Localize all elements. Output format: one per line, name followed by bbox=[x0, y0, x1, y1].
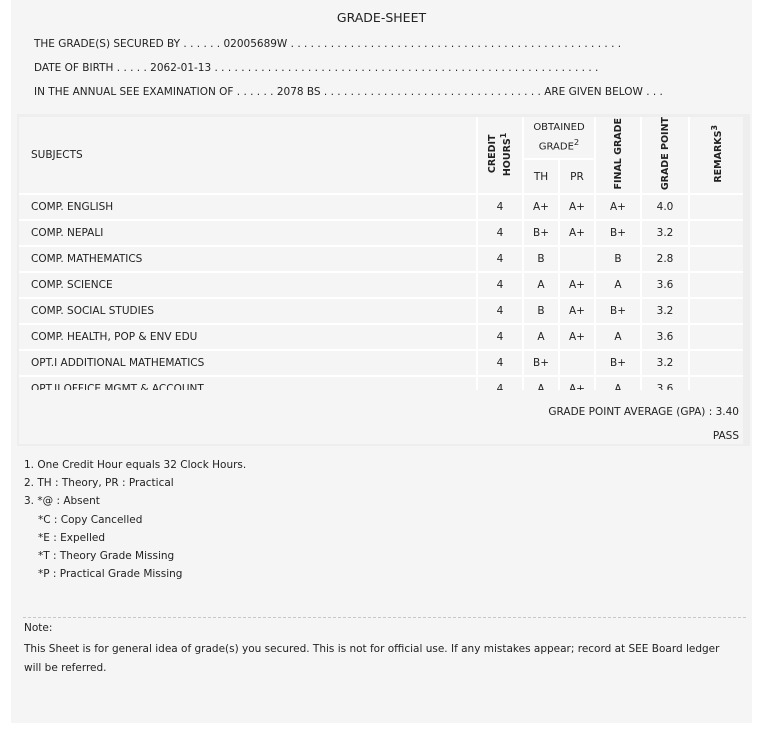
credit-hours-cell: 4 bbox=[477, 246, 523, 272]
footnote-item: 2. TH : Theory, PR : Practical bbox=[24, 477, 174, 490]
subject-cell: OPT.I ADDITIONAL MATHEMATICS bbox=[19, 350, 477, 376]
final-grade-cell: B+ bbox=[595, 298, 641, 324]
footnotes bbox=[24, 456, 246, 583]
credit-hours-cell: 4 bbox=[477, 220, 523, 246]
practical-grade-cell: A+ bbox=[559, 220, 595, 246]
subject-cell: COMP. SOCIAL STUDIES bbox=[19, 298, 477, 324]
credit-hours-header: CREDIT HOURS$^1$ bbox=[477, 117, 523, 194]
subject-cell: COMP. MATHEMATICS bbox=[19, 246, 477, 272]
practical-grade-cell bbox=[559, 350, 595, 376]
footnote-item: *P : Practical Grade Missing bbox=[38, 568, 183, 581]
grade-point-cell: 2.8 bbox=[641, 246, 689, 272]
table-row bbox=[19, 350, 743, 376]
credit-hours-cell: 4 bbox=[477, 350, 523, 376]
footnote-item: *E : Expelled bbox=[38, 531, 106, 544]
credit-hours-cell: 4 bbox=[477, 298, 523, 324]
grade-point-cell: 3.2 bbox=[641, 298, 689, 324]
final-grade-cell: B+ bbox=[595, 350, 641, 376]
date-of-birth-line: DATE OF BIRTH . . . . . 2062-01-13 . . . . . . . . . . . . . . . . . . . . . . . . . . . . . . . . . . . . . . . . . . . . . . . . . . . . . . . . . . bbox=[34, 62, 599, 74]
examination-line: IN THE ANNUAL SEE EXAMINATION OF . . . . . . 2078 BS . . . . . . . . . . . . . . . . . . . . . . . . . . . . . . . . . ARE GIVEN BELOW . . . bbox=[34, 86, 663, 98]
grade-point-header: GRADE POINT bbox=[641, 117, 689, 194]
note-text: This Sheet is for general idea of grade(s) you secured. This is not for official use. If any mistakes appear; record at SEE Board ledger will be referred. bbox=[24, 643, 720, 674]
final-grade-cell: B+ bbox=[595, 220, 641, 246]
subject-cell: COMP. ENGLISH bbox=[19, 194, 477, 220]
final-grade-cell: A bbox=[595, 272, 641, 298]
footnote-item: *C : Copy Cancelled bbox=[38, 513, 143, 526]
final-grade-cell: B bbox=[595, 246, 641, 272]
subject-cell: COMP. SCIENCE bbox=[19, 272, 477, 298]
result-summary bbox=[19, 390, 743, 444]
remarks-cell bbox=[689, 350, 743, 376]
dashed-divider bbox=[23, 617, 746, 618]
grade-point-cell: 3.2 bbox=[641, 220, 689, 246]
footnote-item: *T : Theory Grade Missing bbox=[38, 550, 175, 563]
practical-grade-cell: A+ bbox=[559, 272, 595, 298]
grade-point-cell: 3.6 bbox=[641, 272, 689, 298]
grade-point-cell: 4.0 bbox=[641, 194, 689, 220]
practical-grade-cell: A+ bbox=[559, 298, 595, 324]
credit-hours-cell: 4 bbox=[477, 272, 523, 298]
practical-grade-cell bbox=[559, 246, 595, 272]
table-row bbox=[19, 272, 743, 298]
credit-hours-cell: 4 bbox=[477, 194, 523, 220]
table-row bbox=[19, 246, 743, 272]
grade-sheet bbox=[11, 0, 752, 723]
remarks-cell bbox=[689, 272, 743, 298]
table-row bbox=[19, 298, 743, 324]
theory-grade-cell: B+ bbox=[523, 350, 559, 376]
theory-grade-cell: B+ bbox=[523, 220, 559, 246]
secured-by-line: THE GRADE(S) SECURED BY . . . . . . 02005689W . . . . . . . . . . . . . . . . . . . . . . . . . . . . . . . . . . . . . . . . . . . . . . . . . . bbox=[34, 38, 622, 50]
theory-grade-cell: A bbox=[523, 324, 559, 350]
remarks-header: REMARKS$^3$ bbox=[689, 117, 743, 194]
table-row bbox=[19, 220, 743, 246]
footnote-item: 3. *@ : Absent bbox=[24, 495, 100, 508]
remarks-cell bbox=[689, 194, 743, 220]
table-row bbox=[19, 194, 743, 220]
result-status: PASS bbox=[712, 430, 739, 442]
th-header: TH bbox=[523, 159, 559, 194]
page-title: GRADE-SHEET bbox=[336, 10, 427, 25]
credit-hours-cell: 4 bbox=[477, 324, 523, 350]
practical-grade-cell: A+ bbox=[559, 324, 595, 350]
obtained-grade-header: OBTAINED GRADE$^2$ bbox=[523, 117, 595, 159]
remarks-cell bbox=[689, 298, 743, 324]
theory-grade-cell: A+ bbox=[523, 194, 559, 220]
grade-table bbox=[19, 117, 743, 403]
final-grade-cell: A+ bbox=[595, 194, 641, 220]
table-row bbox=[19, 324, 743, 350]
pr-header: PR bbox=[559, 159, 595, 194]
theory-grade-cell: B bbox=[523, 298, 559, 324]
grade-point-cell: 3.6 bbox=[641, 324, 689, 350]
note-heading: Note: bbox=[24, 622, 53, 634]
final-grade-header: FINAL GRADE bbox=[595, 117, 641, 194]
subjects-header: SUBJECTS bbox=[19, 117, 477, 194]
remarks-cell bbox=[689, 220, 743, 246]
theory-grade-cell: A bbox=[523, 272, 559, 298]
grade-point-cell: 3.2 bbox=[641, 350, 689, 376]
gpa-value: GRADE POINT AVERAGE (GPA) : 3.40 bbox=[548, 406, 739, 418]
subject-cell: COMP. NEPALI bbox=[19, 220, 477, 246]
remarks-cell bbox=[689, 246, 743, 272]
remarks-cell bbox=[689, 324, 743, 350]
subject-cell: COMP. HEALTH, POP & ENV EDU bbox=[19, 324, 477, 350]
theory-grade-cell: B bbox=[523, 246, 559, 272]
footnote-item: 1. One Credit Hour equals 32 Clock Hours. bbox=[24, 459, 247, 471]
final-grade-cell: A bbox=[595, 324, 641, 350]
practical-grade-cell: A+ bbox=[559, 194, 595, 220]
